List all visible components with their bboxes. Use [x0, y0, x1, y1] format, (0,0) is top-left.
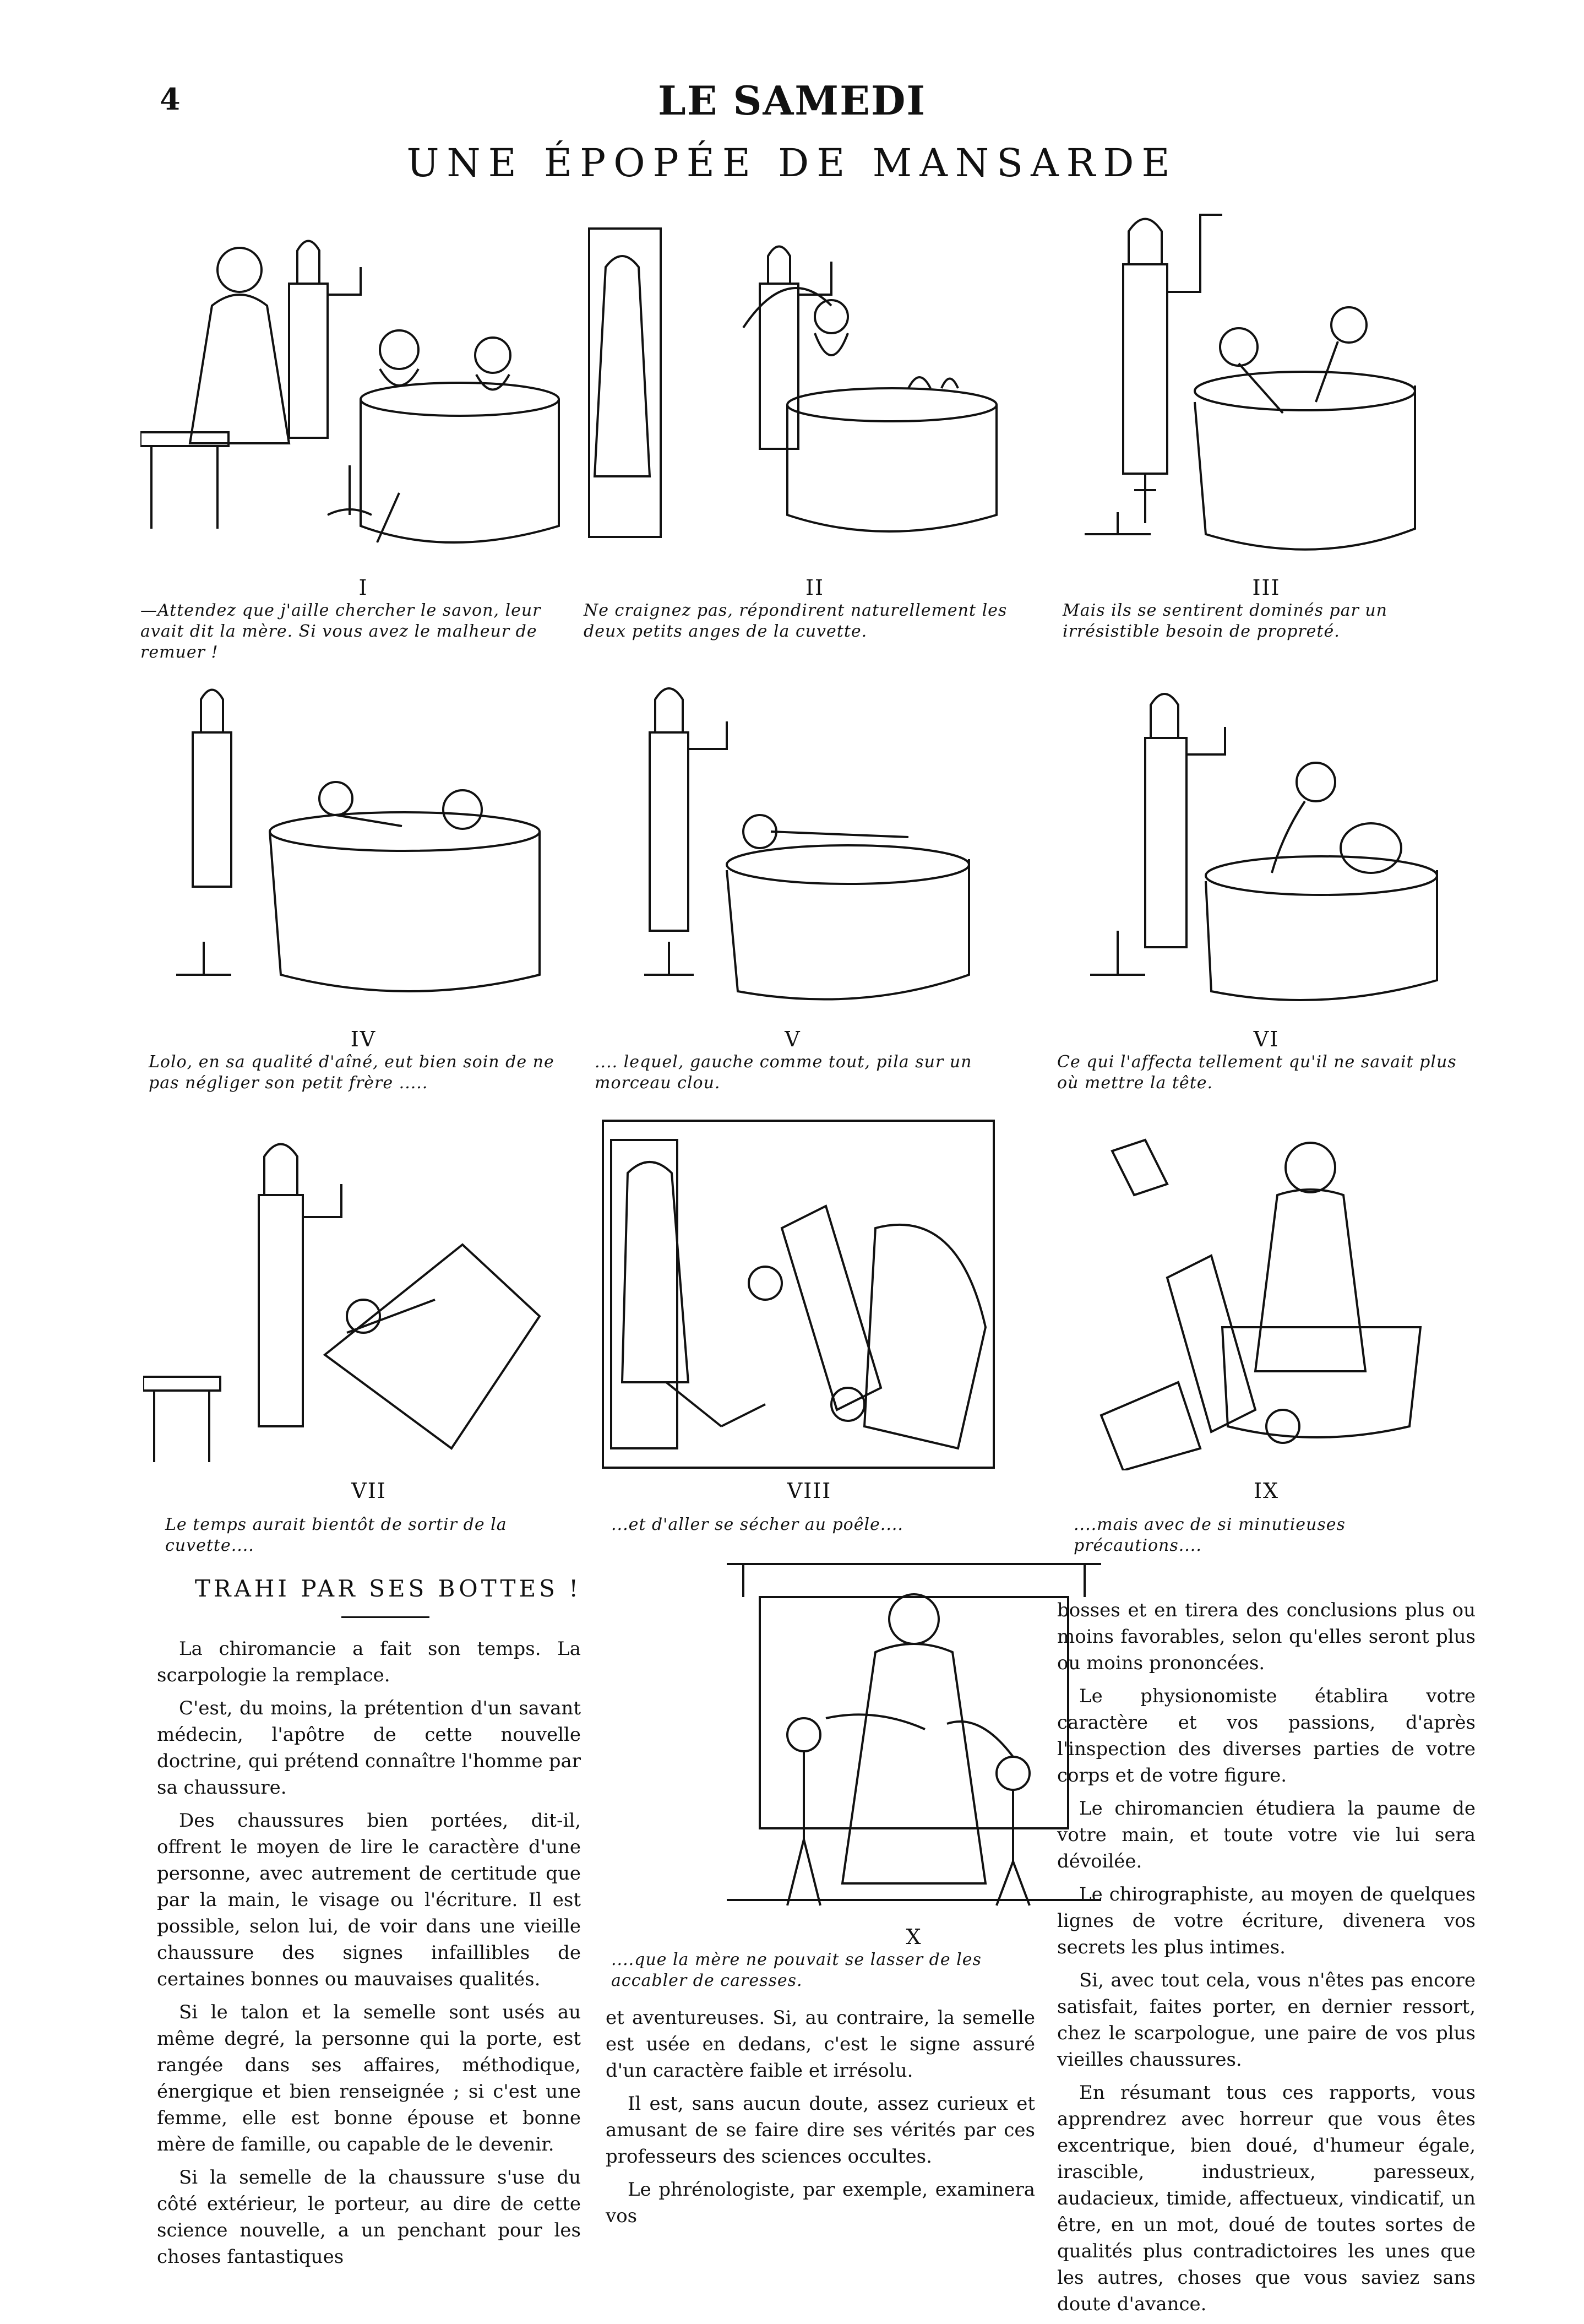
story-title: UNE ÉPOPÉE DE MANSARDE	[406, 140, 1178, 186]
bath-scene-illustration	[595, 666, 1002, 1008]
bath-scene-illustration	[140, 218, 581, 570]
panel-number: II	[805, 575, 825, 600]
bath-scene-illustration	[578, 218, 1013, 570]
paragraph: Le chiromancien étudiera la paume de votre main, et toute votre vie lui sera dévoilée.	[1057, 1798, 1476, 1872]
panel-caption: ...et d'aller se sécher au poêle....	[611, 1515, 903, 1534]
paragraph: La chiromancie a fait son temps. La scarpologie la remplace.	[157, 1638, 581, 1686]
panel-illustration	[600, 1118, 997, 1470]
bath-scene-illustration	[600, 1118, 997, 1470]
panel-caption: Ce qui l'affecta tellement qu'il ne savait plus où mettre la tête.	[1057, 1052, 1457, 1093]
paragraph: Le phrénologiste, par exemple, examinera vos	[606, 2179, 1035, 2227]
panel-caption: Ne craignez pas, répondirent naturellement les deux petits anges de la cuvette.	[584, 601, 1008, 641]
panel-illustration	[1063, 182, 1465, 573]
panel-illustration	[1079, 1118, 1454, 1470]
panel-number: I	[358, 575, 368, 600]
panel-number: VII	[351, 1479, 387, 1503]
panel-caption: .... lequel, gauche comme tout, pila sur un morceau clou.	[595, 1052, 972, 1093]
panel-caption: Le temps aurait bientôt de sortir de la cuvette....	[165, 1515, 507, 1555]
panel-number: X	[906, 1925, 922, 1949]
bath-scene-illustration	[1079, 1118, 1454, 1470]
paragraph: Si le talon et la semelle sont usés au même degré, la personne qui la porte, est rangée dans ses affaires, méthodique, énergique et bien renseignée ; si c'est une femme, elle est bonne épouse et bonne mère de famille, ou capable de le devenir.	[157, 2001, 581, 2155]
panel-caption: —Attendez que j'aille chercher le savon, leur avait dit la mère. Si vous avez le malheur de remuer !	[140, 601, 541, 662]
bath-scene-illustration	[154, 666, 573, 1008]
paragraph: Il est, sans aucun doute, assez curieux et amusant de se faire dire ses vérités par ces professeurs des sciences occultes.	[606, 2093, 1035, 2168]
panel-illustration	[140, 218, 581, 570]
panel-illustration	[143, 1118, 573, 1465]
panel-number: V	[785, 1027, 801, 1051]
panel-number: IX	[1253, 1479, 1280, 1503]
panel-number: III	[1252, 575, 1281, 600]
publication-title: LE SAMEDI	[657, 77, 927, 124]
page-number: 4	[160, 82, 181, 117]
bath-scene-illustration	[1063, 666, 1465, 1013]
paragraph: Des chaussures bien portées, dit-il, offrent le moyen de lire le caractère d'une personne, avec autrement de certitude que par la main, le visage ou l'écriture. Il est possible, selon lui, de voir dans une vieille chaussure des signes infaillibles de certaines bonnes ou mauvaises qualités.	[157, 1810, 581, 1990]
title-rule	[341, 1616, 429, 1618]
article-column-1	[157, 1636, 581, 2277]
paragraph: Le physionomiste établira votre caractère et vos passions, d'après l'inspection des diverses parties de votre corps et de votre figure.	[1057, 1685, 1476, 1787]
panel-illustration	[154, 666, 573, 1008]
panel-illustration	[595, 666, 1002, 1008]
paragraph: En résumant tous ces rapports, vous apprendrez avec horreur que vous êtes excentrique, bien doué, d'humeur égale, irascible, industrieux, paresseux, audacieux, timide, affectueux, vindicatif, un être, en un mot, doué de toutes sortes de qualités plus contradictoires les unes que les autres, choses que vous saviez sans doute d'avance.	[1057, 2082, 1476, 2315]
article-title: TRAHI PAR SES BOTTES !	[194, 1575, 582, 1602]
article-column-2	[606, 2005, 1035, 2236]
panel-illustration	[578, 218, 1013, 570]
paragraph: Si, avec tout cela, vous n'êtes pas encore satisfait, faites porter, en dernier ressort, chez le scarpologue, une paire de vos plus vieilles chaussures.	[1057, 1969, 1476, 2071]
bath-scene-illustration	[1063, 182, 1465, 573]
panel-illustration	[727, 1553, 1101, 1911]
bath-scene-illustration	[727, 1553, 1101, 1911]
panel-illustration	[1063, 666, 1465, 1013]
paragraph: et aventureuses. Si, au contraire, la semelle est usée en dedans, c'est le signe assuré d'un caractère faible et irrésolu.	[606, 2007, 1035, 2082]
panel-caption: Mais ils se sentirent dominés par un irrésistible besoin de propreté.	[1063, 601, 1387, 641]
panel-caption: ....que la mère ne pouvait se lasser de les accabler de caresses.	[611, 1950, 982, 1990]
paragraph: C'est, du moins, la prétention d'un savant médecin, l'apôtre de cette nouvelle doctrine, qui prétend connaître l'homme par sa chaussure.	[157, 1697, 581, 1799]
paragraph: bosses et en tirera des conclusions plus ou moins favorables, selon qu'elles seront plus ou moins prononcées.	[1057, 1599, 1476, 1674]
panel-number: VI	[1253, 1027, 1280, 1051]
panel-number: IV	[350, 1027, 377, 1051]
panel-caption: ....mais avec de si minutieuses précautions....	[1074, 1515, 1346, 1555]
panel-caption: Lolo, en sa qualité d'aîné, eut bien soin de ne pas négliger son petit frère .....	[149, 1052, 554, 1093]
bath-scene-illustration	[143, 1118, 573, 1465]
paragraph: Si la semelle de la chaussure s'use du côté extérieur, le porteur, au dire de cette science nouvelle, a un penchant pour les choses fantastiques	[157, 2166, 581, 2268]
panel-number: VIII	[787, 1479, 832, 1503]
article-column-3	[1057, 1597, 1476, 2324]
paragraph: Le chirographiste, au moyen de quelques lignes de votre écriture, divenera vos secrets les plus intimes.	[1057, 1883, 1476, 1958]
